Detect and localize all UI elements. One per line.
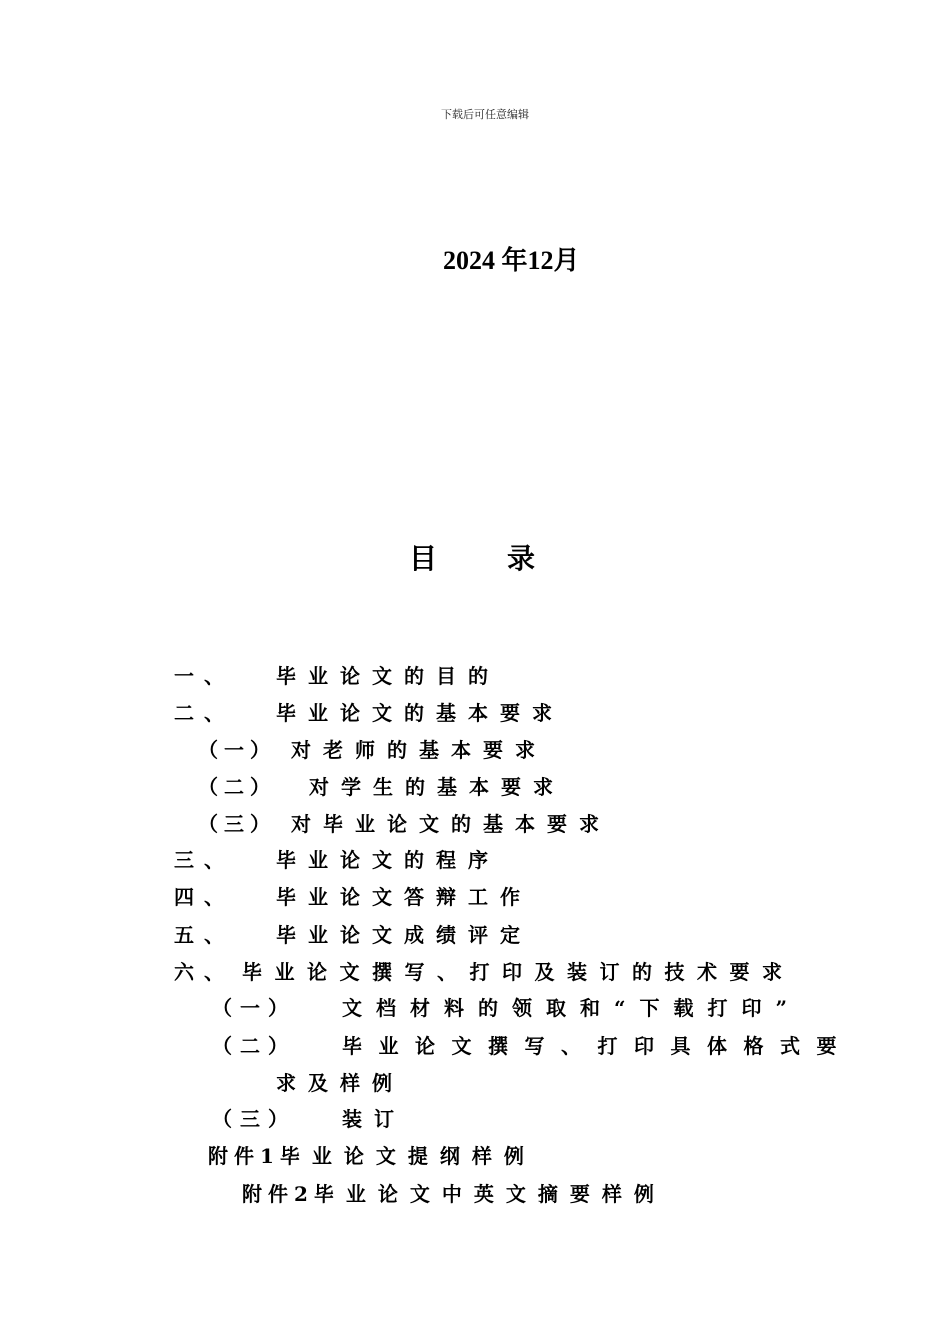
toc-item — [198, 774, 565, 800]
toc-title-left: 目 — [409, 542, 438, 575]
toc-item-text: 对老师的基本要求 — [291, 738, 547, 762]
toc-item — [174, 959, 795, 985]
toc-item-number: 二、 — [174, 701, 234, 725]
toc-item-text: 毕业论文的基本要求 — [276, 701, 564, 725]
toc-item-number: （二） — [198, 775, 276, 799]
toc-item — [198, 737, 547, 763]
toc-item-number: 六、 — [174, 960, 234, 984]
toc-item-number: 三、 — [174, 848, 234, 872]
toc-item-number: 附件1 — [208, 1144, 280, 1168]
toc-item — [212, 995, 801, 1021]
toc-item-text: 毕业论文的目的 — [276, 664, 500, 688]
toc-item-text: 毕业论文答辩工作 — [276, 885, 532, 909]
toc-item-text: 毕业论文撰写、打印及装订的技术要求 — [242, 960, 795, 984]
toc-item-number: （三） — [198, 812, 276, 836]
toc-title — [409, 537, 535, 577]
toc-item-number: 一、 — [174, 664, 234, 688]
toc-item-number: 附件2 — [242, 1182, 314, 1206]
toc-item-number: 四、 — [174, 885, 234, 909]
toc-item-text: 毕业论文的程序 — [276, 848, 500, 872]
toc-item-number: （三） — [212, 1107, 296, 1131]
toc-item — [174, 884, 532, 910]
toc-item — [276, 1070, 404, 1096]
toc-item — [212, 1106, 406, 1132]
toc-item-number: （一） — [212, 996, 296, 1020]
toc-item-text: 求及样例 — [276, 1071, 404, 1095]
toc-title-right: 录 — [507, 542, 536, 575]
toc-item-number: 五、 — [174, 923, 234, 947]
toc-item — [174, 922, 532, 948]
toc-item — [242, 1181, 666, 1207]
toc-item-text: 毕业论文中英文摘要样例 — [313, 1182, 666, 1206]
toc-item — [174, 663, 500, 689]
toc-item-number: （二） — [212, 1034, 296, 1058]
toc-item — [174, 847, 500, 873]
toc-item — [212, 1033, 853, 1059]
toc-item-text: 毕业论文成绩评定 — [276, 923, 532, 947]
header-note: 下载后可任意编辑 — [441, 108, 529, 121]
toc-item — [198, 811, 611, 837]
toc-item-number: （一） — [198, 738, 276, 762]
toc-item-text: 毕业论文撰写、打印具体格式要 — [342, 1034, 853, 1058]
toc-item-text: 文档材料的领取和“下载打印” — [342, 996, 802, 1020]
toc-item-text: 对学生的基本要求 — [309, 775, 565, 799]
toc-item — [174, 700, 564, 726]
date-line: 2024 年12月 — [443, 246, 580, 275]
toc-item-text: 装订 — [342, 1107, 406, 1131]
toc-item-text: 对毕业论文的基本要求 — [291, 812, 611, 836]
toc-item-text: 毕业论文提纲样例 — [279, 1144, 536, 1168]
toc-item — [208, 1143, 536, 1169]
